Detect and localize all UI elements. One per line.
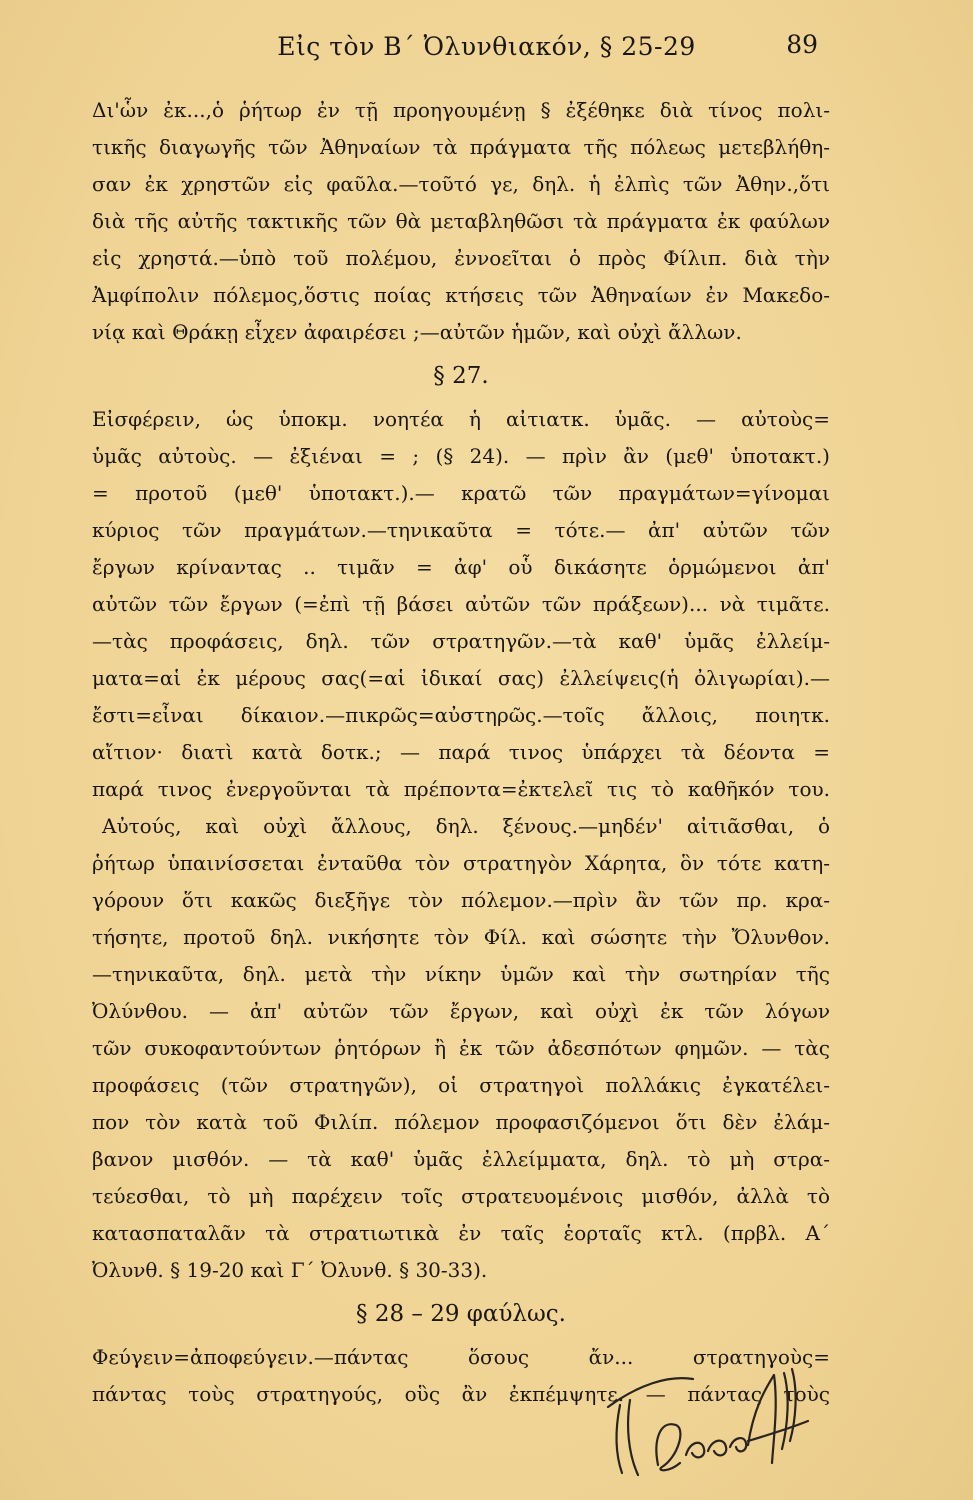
- text-line: εἰς χρηστά.—ὑπὸ τοῦ πολέμου, ἐννοεῖται ὁ πρὸς Φίλιπ. διὰ τὴν: [92, 246, 830, 270]
- text-line: Ὀλύνθου. — ἀπ' αὐτῶν τῶν ἔργων, καὶ οὐχὶ ἐκ τῶν λόγων: [92, 999, 830, 1023]
- text-line: ματα=αἱ ἐκ μέρους σας(=αἱ ἰδικαί σας) ἐλλείψεις(ἡ ὀλιγωρίαι).—: [92, 666, 830, 690]
- text-line: —τηνικαῦτα, δηλ. μετὰ τὴν νίκην ὑμῶν καὶ τὴν σωτηρίαν τῆς: [92, 962, 830, 986]
- text-line: τήσητε, προτοῦ δηλ. νικήσητε τὸν Φίλ. καὶ σώσητε τὴν Ὄλυνθον.: [92, 925, 830, 949]
- text-line: Ἀμφίπολιν πόλεμος,ὅστις ποίας κτήσεις τῶν Ἀθηναίων ἐν Μακεδο-: [92, 283, 830, 307]
- text-line: τεύεσθαι, τὸ μὴ παρέχειν τοῖς στρατευομένοις μισθόν, ἀλλὰ τὸ: [92, 1184, 830, 1208]
- text-line: γόρουν ὅτι κακῶς διεξῆγε τὸν πόλεμον.—πρὶν ἂν τῶν πρ. κρα-: [92, 888, 830, 912]
- text-line: πάντας τοὺς στρατηγούς, οὓς ἂν ἐκπέμψητε. — πάντας τοὺς: [92, 1382, 830, 1406]
- text-line: προφάσεις (τῶν στρατηγῶν), οἱ στρατηγοὶ πολλάκις ἐγκατέλει-: [92, 1073, 830, 1097]
- text-line: ἔστι=εἶναι δίκαιον.—πικρῶς=αὐστηρῶς.—τοῖς ἄλλοις, ποιητκ.: [92, 703, 830, 727]
- text-line: αἴτιον· διατὶ κατὰ δοτκ.; — παρά τινος ὑπάρχει τὰ δέοντα =: [92, 740, 830, 764]
- text-line: νίᾳ καὶ Θράκῃ εἶχεν ἀφαιρέσει ;—αὐτῶν ἡμῶν, καὶ οὐχὶ ἄλλων.: [92, 320, 742, 344]
- handwritten-signature: [598, 1345, 838, 1485]
- text-line: βανον μισθόν. — τὰ καθ' ὑμᾶς ἐλλείμματα, δηλ. τὸ μὴ στρα-: [92, 1147, 830, 1171]
- section-heading-27: § 27.: [433, 363, 489, 389]
- running-head: [0, 32, 973, 72]
- text-line: ῥήτωρ ὑπαινίσσεται ἐνταῦθα τὸν στρατηγὸν Χάρητα, ὃν τότε κατη-: [92, 851, 830, 875]
- running-title: Εἰς τὸν Β΄ Ὀλυνθιακόν, § 25-29: [277, 32, 696, 61]
- text-line: ἔργων κρίναντας .. τιμᾶν = ἀφ' οὗ δικάσητε ὁρμώμενοι ἀπ': [92, 555, 830, 579]
- text-line: σαν ἐκ χρηστῶν εἰς φαῦλα.—τοῦτό γε, δηλ. ἡ ἐλπὶς τῶν Ἀθην.,ὅτι: [92, 172, 830, 196]
- text-line: τικῆς διαγωγῆς τῶν Ἀθηναίων τὰ πράγματα τῆς πόλεως μετεβλήθη-: [92, 135, 830, 159]
- signature-icon: [598, 1345, 838, 1485]
- text-line: Ὀλυνθ. § 19-20 καὶ Γ΄ Ὀλυνθ. § 30-33).: [92, 1258, 488, 1282]
- page-number: 89: [786, 30, 818, 59]
- text-line: διὰ τῆς αὐτῆς τακτικῆς τῶν θὰ μεταβληθῶσι τὰ πράγματα ἐκ φαύλων: [92, 209, 830, 233]
- section-heading-28-29: § 28 – 29 φαύλως.: [356, 1301, 566, 1327]
- text-line: Αὐτούς, καὶ οὐχὶ ἄλλους, δηλ. ξένους.—μηδέν' αἰτιᾶσθαι, ὁ: [102, 814, 830, 838]
- text-line: αὐτῶν τῶν ἔργων (=ἐπὶ τῇ βάσει αὐτῶν τῶν πράξεων)... νὰ τιμᾶτε.: [92, 592, 830, 616]
- text-line: Φεύγειν=ἀποφεύγειν.—πάντας ὅσους ἄν... στρατηγοὺς=: [92, 1345, 830, 1369]
- commentary-text: [92, 92, 830, 1413]
- text-line: Δι'ὧν ἐκ...,ὁ ῥήτωρ ἐν τῇ προηγουμένῃ § ἐξέθηκε διὰ τίνος πολι-: [92, 98, 830, 122]
- text-line: Εἰσφέρειν, ὡς ὑποκμ. νοητέα ἡ αἰτιατκ. ὑμᾶς. — αὐτοὺς=: [92, 407, 830, 431]
- text-line: ὑμᾶς αὐτοὺς. — ἐξιέναι = ; (§ 24). — πρὶν ἂν (μεθ' ὑποτακτ.): [92, 444, 830, 468]
- text-line: παρά τινος ἐνεργοῦνται τὰ πρέποντα=ἐκτελεῖ τις τὸ καθῆκόν του.: [92, 777, 830, 801]
- text-line: κατασπαταλᾶν τὰ στρατιωτικὰ ἐν ταῖς ἑορταῖς κτλ. (πρβλ. Α΄: [92, 1221, 830, 1245]
- text-line: = προτοῦ (μεθ' ὑποτακτ.).— κρατῶ τῶν πραγμάτων=γίνομαι: [92, 481, 830, 505]
- text-line: κύριος τῶν πραγμάτων.—τηνικαῦτα = τότε.— ἀπ' αὐτῶν τῶν: [92, 518, 830, 542]
- text-line: πον τὸν κατὰ τοῦ Φιλίπ. πόλεμον προφασιζόμενοι ὅτι δὲν ἐλάμ-: [92, 1110, 830, 1134]
- text-line: —τὰς προφάσεις, δηλ. τῶν στρατηγῶν.—τὰ καθ' ὑμᾶς ἐλλείμ-: [92, 629, 830, 653]
- text-line: τῶν συκοφαντούντων ῥητόρων ἢ ἐκ τῶν ἀδεσπότων φημῶν. — τὰς: [92, 1036, 830, 1060]
